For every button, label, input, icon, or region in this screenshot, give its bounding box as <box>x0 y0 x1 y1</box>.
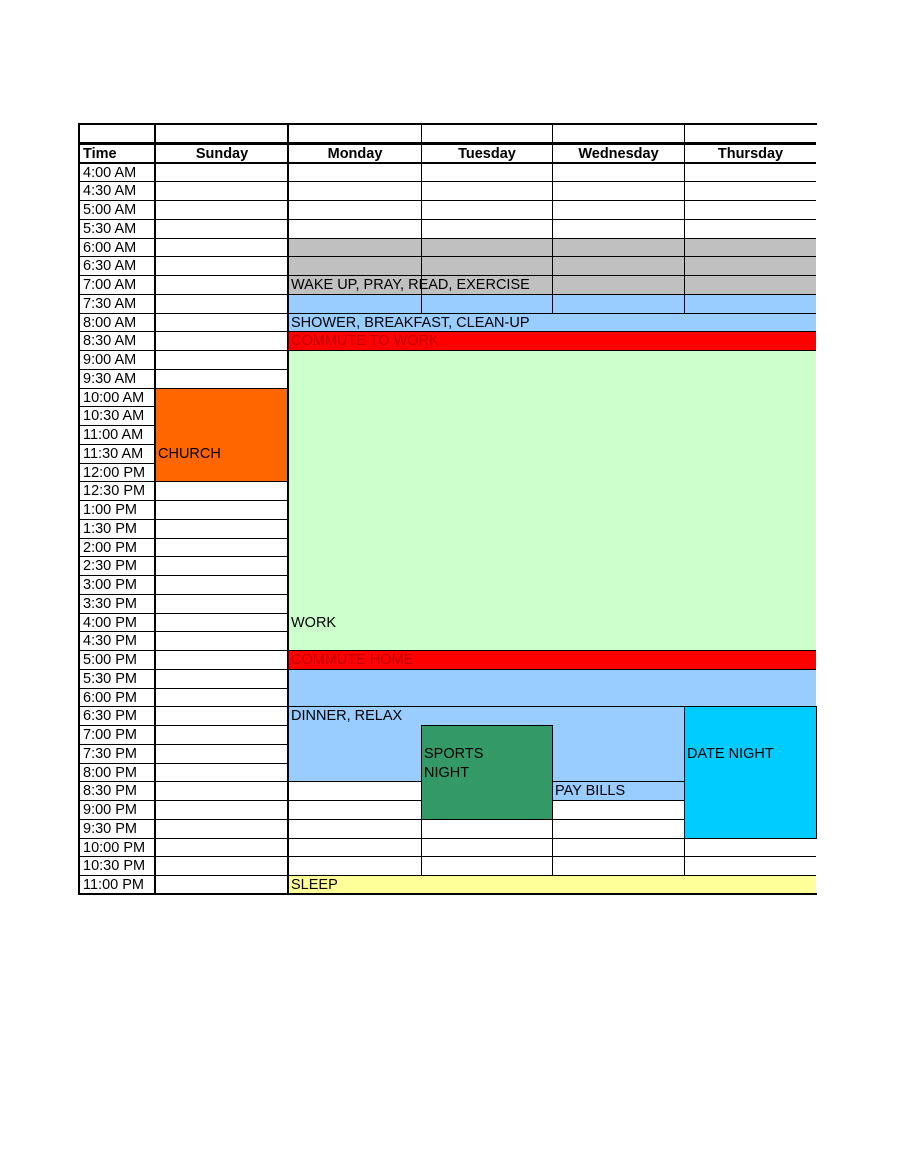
schedule-cell[interactable] <box>288 163 421 182</box>
time-slot-label: 10:30 PM <box>79 856 155 875</box>
schedule-cell[interactable] <box>288 819 421 838</box>
block-sports-night-label: SPORTS <box>424 745 484 762</box>
time-slot-label: 1:30 PM <box>79 519 155 538</box>
schedule-cell[interactable] <box>155 763 288 782</box>
time-slot-label: 6:30 AM <box>79 256 155 275</box>
schedule-cell[interactable] <box>155 613 288 632</box>
schedule-cell[interactable] <box>155 238 288 257</box>
time-slot-label: 7:00 AM <box>79 275 155 294</box>
schedule-cell[interactable] <box>684 181 816 200</box>
schedule-cell[interactable] <box>684 163 816 182</box>
block-commute-home-label: COMMUTE HOME <box>291 652 414 668</box>
schedule-cell[interactable] <box>552 163 684 182</box>
schedule-cell[interactable] <box>155 219 288 238</box>
time-slot-label: 7:30 PM <box>79 744 155 763</box>
time-slot-label: 7:00 PM <box>79 725 155 744</box>
schedule-cell[interactable] <box>155 575 288 594</box>
day-header-thursday: Thursday <box>684 143 816 163</box>
time-slot-label: 7:30 AM <box>79 294 155 313</box>
time-slot-label: 5:00 AM <box>79 200 155 219</box>
schedule-cell[interactable] <box>155 369 288 388</box>
time-slot-label: 4:00 AM <box>79 163 155 182</box>
schedule-cell[interactable] <box>155 500 288 519</box>
schedule-cell[interactable] <box>421 181 552 200</box>
schedule-cell[interactable] <box>421 200 552 219</box>
schedule-cell[interactable] <box>155 556 288 575</box>
blank-header-cell[interactable] <box>155 124 288 143</box>
header-rule <box>79 162 816 163</box>
schedule-cell[interactable] <box>155 163 288 182</box>
time-slot-label: 3:00 PM <box>79 575 155 594</box>
schedule-cell[interactable] <box>684 219 816 238</box>
blank-header-cell[interactable] <box>79 124 155 143</box>
time-column-divider <box>154 124 155 894</box>
grid-line <box>288 781 421 782</box>
block-wake-up-label: WAKE UP, PRAY, READ, EXERCISE <box>291 277 530 293</box>
schedule-cell[interactable] <box>155 275 288 294</box>
schedule-cell[interactable] <box>155 875 288 894</box>
blank-header-cell[interactable] <box>552 124 684 143</box>
schedule-cell[interactable] <box>684 838 816 857</box>
time-slot-label: 8:30 AM <box>79 331 155 350</box>
schedule-cell[interactable] <box>155 200 288 219</box>
time-slot-label: 4:30 AM <box>79 181 155 200</box>
schedule-cell[interactable] <box>552 200 684 219</box>
schedule-cell[interactable] <box>155 781 288 800</box>
schedule-cell[interactable] <box>288 781 421 800</box>
day-header-tuesday: Tuesday <box>421 143 552 163</box>
time-slot-label: 2:00 PM <box>79 538 155 557</box>
schedule-cell[interactable] <box>288 219 421 238</box>
time-slot-label: 6:00 AM <box>79 238 155 257</box>
grid-line <box>684 800 685 875</box>
schedule-cell[interactable] <box>155 800 288 819</box>
schedule-cell[interactable] <box>155 538 288 557</box>
time-slot-label: 5:30 AM <box>79 219 155 238</box>
time-slot-label: 11:00 AM <box>79 425 155 444</box>
schedule-cell[interactable] <box>552 838 684 857</box>
schedule-cell[interactable] <box>155 294 288 313</box>
schedule-cell[interactable] <box>155 688 288 707</box>
schedule-cell[interactable] <box>155 669 288 688</box>
grid-line <box>288 238 816 239</box>
block-church-label: CHURCH <box>158 445 221 462</box>
schedule-cell[interactable] <box>155 481 288 500</box>
schedule-cell[interactable] <box>155 256 288 275</box>
schedule-cell[interactable] <box>421 163 552 182</box>
time-slot-label: 8:00 AM <box>79 313 155 332</box>
schedule-cell[interactable] <box>288 856 421 875</box>
schedule-cell[interactable] <box>288 181 421 200</box>
time-slot-label: 2:30 PM <box>79 556 155 575</box>
schedule-cell[interactable] <box>155 838 288 857</box>
schedule-cell[interactable] <box>155 744 288 763</box>
header-rule <box>79 142 816 143</box>
day-header-sunday: Sunday <box>155 143 288 163</box>
schedule-cell[interactable] <box>155 313 288 332</box>
block-church-border <box>155 388 289 483</box>
time-slot-label: 10:30 AM <box>79 406 155 425</box>
schedule-cell[interactable] <box>552 819 684 838</box>
block-pay-bills-label: PAY BILLS <box>555 783 626 800</box>
time-slot-label: 4:00 PM <box>79 613 155 632</box>
schedule-cell[interactable] <box>155 706 288 725</box>
time-slot-label: 5:30 PM <box>79 669 155 688</box>
schedule-cell[interactable] <box>552 856 684 875</box>
schedule-cell[interactable] <box>155 331 288 350</box>
time-slot-label: 1:00 PM <box>79 500 155 519</box>
schedule-cell[interactable] <box>155 519 288 538</box>
block-dinner-label: DINNER, RELAX <box>291 708 403 725</box>
block-shower-label: SHOWER, BREAKFAST, CLEAN-UP <box>291 314 530 331</box>
block-commute-to-work-label: COMMUTE TO WORK <box>291 333 439 350</box>
time-slot-label: 12:30 PM <box>79 481 155 500</box>
day-header-wednesday: Wednesday <box>552 143 684 163</box>
schedule-cell[interactable] <box>155 819 288 838</box>
schedule-cell[interactable] <box>421 219 552 238</box>
time-slot-label: 6:30 PM <box>79 706 155 725</box>
schedule-cell[interactable] <box>552 800 684 819</box>
schedule-cell[interactable] <box>155 181 288 200</box>
time-slot-label: 10:00 PM <box>79 838 155 857</box>
schedule-cell[interactable] <box>155 650 288 669</box>
schedule-cell[interactable] <box>155 856 288 875</box>
schedule-cell[interactable] <box>421 819 552 838</box>
schedule-cell[interactable] <box>288 200 421 219</box>
time-slot-label: 9:00 PM <box>79 800 155 819</box>
block-sleep-label: SLEEP <box>291 877 338 893</box>
sunday-column-divider <box>287 124 288 894</box>
blank-header-cell[interactable] <box>421 124 552 143</box>
schedule-cell[interactable] <box>288 838 421 857</box>
blank-header-cell[interactable] <box>684 124 816 143</box>
schedule-cell[interactable] <box>684 200 816 219</box>
time-slot-label: 9:30 AM <box>79 369 155 388</box>
schedule-cell[interactable] <box>552 219 684 238</box>
time-slot-label: 9:00 AM <box>79 350 155 369</box>
grid-line <box>288 256 816 257</box>
block-sports-night-label: NIGHT <box>424 764 470 781</box>
time-slot-label: 3:30 PM <box>79 594 155 613</box>
schedule-cell[interactable] <box>155 594 288 613</box>
schedule-cell[interactable] <box>288 800 421 819</box>
time-slot-label: 9:30 PM <box>79 819 155 838</box>
schedule-cell[interactable] <box>684 856 816 875</box>
block-work-label: WORK <box>291 614 337 631</box>
time-slot-label: 6:00 PM <box>79 688 155 707</box>
schedule-cell[interactable] <box>552 181 684 200</box>
schedule-cell[interactable] <box>421 856 552 875</box>
time-slot-label: 4:30 PM <box>79 631 155 650</box>
time-slot-label: 11:30 AM <box>79 444 155 463</box>
block-date-night-border <box>684 706 817 838</box>
schedule-cell[interactable] <box>155 725 288 744</box>
block-sleep[interactable] <box>289 876 816 894</box>
schedule-cell[interactable] <box>421 838 552 857</box>
block-dinner-shade[interactable] <box>289 670 816 707</box>
schedule-cell[interactable] <box>155 350 288 369</box>
time-column-header: Time <box>79 143 155 163</box>
time-slot-label: 11:00 PM <box>79 875 155 894</box>
time-slot-label: 10:00 AM <box>79 388 155 407</box>
day-header-monday: Monday <box>288 143 421 163</box>
block-date-night-label: DATE NIGHT <box>687 745 774 762</box>
blank-header-cell[interactable] <box>288 124 421 143</box>
block-work[interactable] <box>289 351 816 650</box>
time-slot-label: 8:00 PM <box>79 763 155 782</box>
time-slot-label: 5:00 PM <box>79 650 155 669</box>
schedule-cell[interactable] <box>155 631 288 650</box>
time-slot-label: 12:00 PM <box>79 463 155 482</box>
time-slot-label: 8:30 PM <box>79 781 155 800</box>
